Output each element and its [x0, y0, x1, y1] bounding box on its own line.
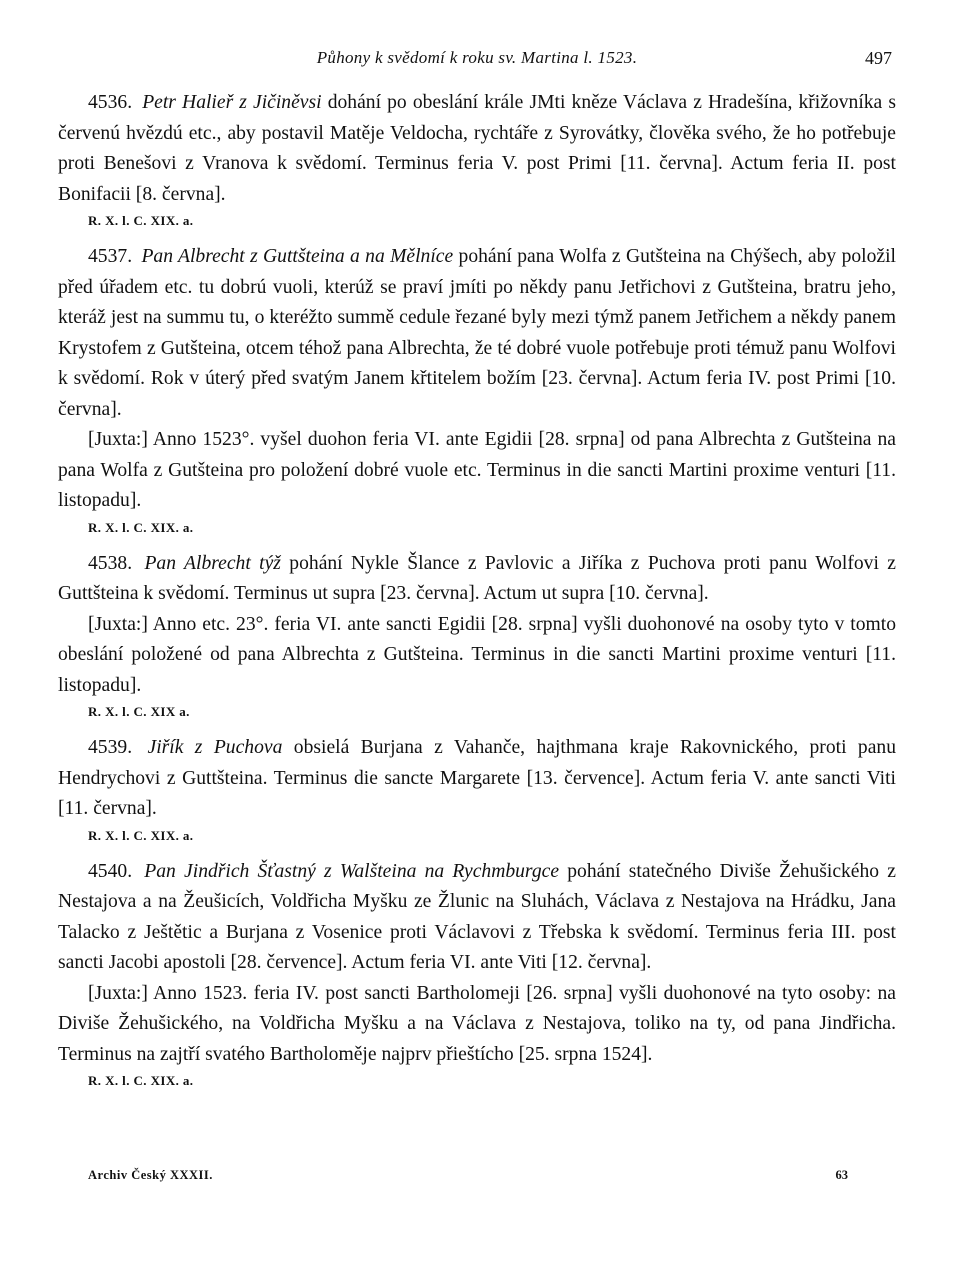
- entry-text: pohání Nykle Šlance z Pavlovic a Jiříka z Puchova proti panu Wolfovi z Guttšteina k svědomí. Terminus ut supra [23. června]. Actum ut supra [10. června].: [58, 552, 896, 604]
- entry-text: pohání pana Wolfa z Gutšteina na Chýšech, aby položil před úřadem etc. tu dobrú vuoli, kterúž se praví jmíti po někdy panu Jetřichovi z Gutšteina, bratru jeho, kteráž jest na summu tu, o kteréžto summě cedule řezané byly mezi týmž panem Jetřichem a někdy panem Krystofem z Gutšteina, otcem téhož pana Albrechta, že té dobré vuole potřebuje proti témuž panu Wolfovi k svědomí. Rok v úterý před svatým Janem křtitelem božím [23. června]. Actum feria IV. post Primi [10. června].: [58, 246, 896, 420]
- document-page: [58, 42, 896, 1092]
- page-footer: [88, 1168, 848, 1188]
- entry-4538-note: [58, 610, 896, 724]
- note-text: [Juxta:] Anno 1523°. vyšel duohon feria VI. ante Egidii [28. srpna] od pana Albrechta z Gutšteina na pana Wolfa z Gutšteina pro položení dobré vuole etc. Terminus in die sancti Martini proxime venturi [11. listopadu].: [58, 429, 896, 511]
- page-header: [58, 42, 896, 78]
- entry-4538: [58, 549, 896, 610]
- entry-number: 4540.: [88, 860, 133, 882]
- entry-paragraph: [58, 549, 896, 610]
- entry-paragraph: [58, 733, 896, 825]
- entry-4537-note: [58, 425, 896, 539]
- entry-lead: Petr Halieř z Jičiněvsi: [142, 92, 322, 113]
- entry-text: dohání po obeslání krále JMti kněze Václava z Hradešína, křižovníka s červenú hvězdú etc., aby postavil Matěje Veldocha, rychtáře z Syrovátky, člověka svého, že ho potřebuje proti Benešovi z Vranova k svědomí. Terminus feria V. post Primi [11. června]. Actum feria II. post Bonifacii [8. června].: [58, 92, 896, 205]
- entry-4537: [58, 242, 896, 425]
- archive-signature: R. X. l. C. XIX. a.: [88, 1073, 194, 1088]
- entry-number: 4538.: [88, 552, 133, 574]
- archive-signature: R. X. l. C. XIX a.: [88, 704, 190, 719]
- entry-number: 4536.: [88, 92, 133, 113]
- note-paragraph: [58, 425, 896, 517]
- archive-signature: R. X. l. C. XIX. a.: [88, 827, 194, 843]
- entries-list: [58, 88, 896, 1092]
- entry-lead: Pan Albrecht z Guttšteina a na Mělníce: [141, 246, 454, 267]
- entry-paragraph: [58, 242, 896, 425]
- entry-4539: [58, 733, 896, 847]
- entry-paragraph: [58, 88, 896, 210]
- entry-lead: Pan Jindřich Šťastný z Walšteina na Rychmburgce: [144, 860, 560, 882]
- entry-number: 4539.: [88, 737, 133, 758]
- entry-text: obsielá Burjana z Vahanče, hajthmana kraje Rakovnického, proti panu Hendrychovi z Guttšteina. Terminus die sancte Margarete [13. července]. Actum feria V. ante sancti Viti [11. června].: [58, 737, 896, 819]
- entry-number: 4537.: [88, 246, 133, 267]
- entry-4540: [58, 857, 896, 979]
- note-text: [Juxta:] Anno 1523. feria IV. post sancti Bartholomeji [26. srpna] vyšli duohonové na tyto osoby: na Diviše Žehušického, na Voldřicha Myšku a na Václava z Nestajova, toliko na ty, od pana Jindřicha. Terminus na zajtří svatého Bartholoměje najprv přieštícho [25. srpna 1524].: [58, 982, 896, 1065]
- archive-signature: R. X. l. C. XIX. a.: [88, 519, 194, 535]
- running-head: Půhony k svědomí k roku sv. Martina l. 1523.: [316, 48, 638, 67]
- note-text: [Juxta:] Anno etc. 23°. feria VI. ante sancti Egidii [28. srpna] vyšli duohonové na osoby tyto v tomto obeslání položené od pana Albrechta z Gutšteina. Terminus in die sancti Martini proxime venturi [11. listopadu].: [58, 613, 896, 696]
- page-number: 497: [865, 48, 892, 68]
- footer-publication: Archiv Český XXXII.: [88, 1168, 213, 1182]
- entry-4540-note: [58, 979, 896, 1093]
- entry-text: pohání statečného Diviše Žehušického z Nestajova a na Žeušicích, Voldřicha Myšku ze Žlunic na Sluhách, Václava z Nestajova na Hrádku, Jana Talacko z Ještětic a Burjana z Vosenice proti Václavovi z Třebska k svědomí. Terminus feria III. post sancti Jacobi apostoli [28. července]. Actum feria VI. ante Viti [12. června].: [58, 860, 896, 973]
- entry-4536: [58, 88, 896, 232]
- archive-signature: R. X. l. C. XIX. a.: [88, 213, 194, 228]
- footer-signature-mark: 63: [835, 1168, 848, 1182]
- entry-paragraph: [58, 857, 896, 979]
- note-paragraph: [58, 979, 896, 1071]
- entry-lead: Pan Albrecht týž: [144, 552, 281, 574]
- entry-lead: Jiřík z Puchova: [147, 737, 283, 758]
- note-paragraph: [58, 610, 896, 702]
